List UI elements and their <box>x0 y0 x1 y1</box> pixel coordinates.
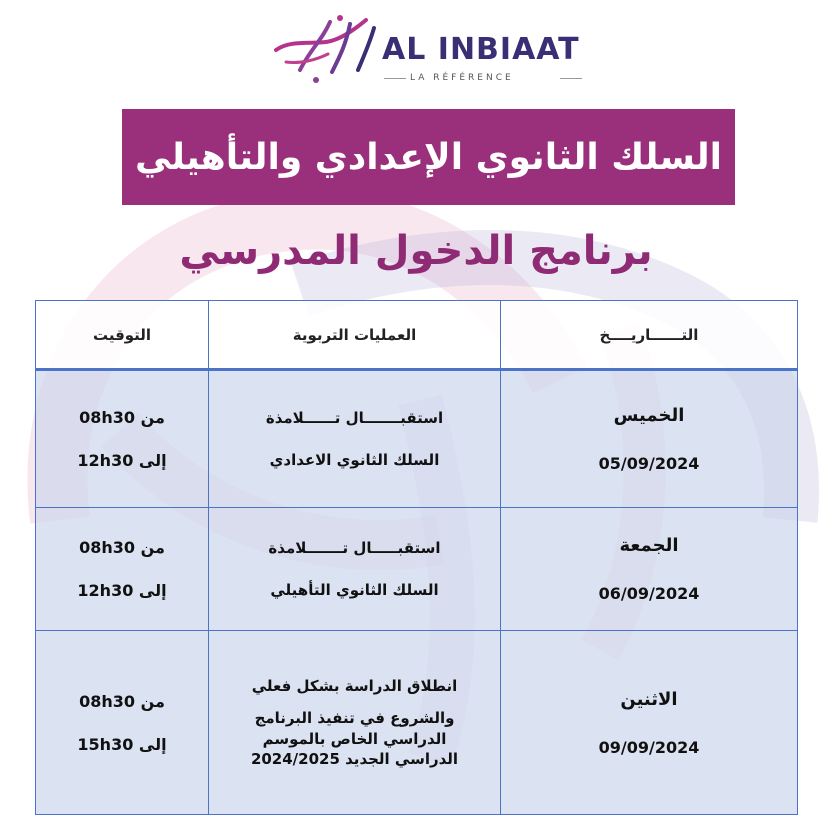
schedule-table <box>35 300 798 815</box>
table-header-row <box>36 301 798 370</box>
time-to: إلى 12h30 <box>77 581 167 600</box>
table-row <box>36 370 798 508</box>
date-value: 09/09/2024 <box>598 737 700 757</box>
time-from: من 08h30 <box>79 691 165 711</box>
table-row <box>36 508 798 631</box>
brand-tagline: LA RÉFÉRENCE <box>410 73 514 83</box>
day-name: الجمعة <box>619 535 679 556</box>
operation-line: استقبـــــــال تــــــلامذة <box>265 408 444 427</box>
brand-name: AL INBIAAT <box>382 32 580 67</box>
date-cell <box>501 631 798 815</box>
date-value: 06/09/2024 <box>598 584 700 603</box>
time-cell <box>36 631 209 815</box>
time-cell <box>36 508 209 631</box>
tagline-left-rule <box>384 78 406 79</box>
header-date: التــــــاريــــخ <box>501 301 798 370</box>
operation-line: السلك الثانوي الاعدادي <box>269 451 440 469</box>
header-time: التوقيت <box>36 301 209 370</box>
date-cell <box>501 370 798 508</box>
header-operations: العمليات التربوية <box>209 301 501 370</box>
operation-line: استقبـــــال تـــــــلامذة <box>268 538 441 557</box>
day-name: الخميس <box>613 405 685 426</box>
time-cell <box>36 370 209 508</box>
time-to: إلى 15h30 <box>77 734 167 754</box>
brand-calligraphy-icon <box>270 10 382 86</box>
table-row <box>36 631 798 815</box>
title-banner <box>122 109 735 205</box>
date-cell <box>501 508 798 631</box>
operation-line: السلك الثانوي التأهيلي <box>270 581 439 599</box>
tagline-right-rule <box>560 78 582 79</box>
operation-line: الدراسي الخاص بالموسم <box>262 729 447 748</box>
page-subtitle: برنامج الدخول المدرسي <box>179 228 653 274</box>
operation-line: الدراسي الجديد 2024/2025 <box>250 749 459 768</box>
operations-cell <box>209 508 501 631</box>
time-from: من 08h30 <box>79 408 165 427</box>
time-to: إلى 12h30 <box>77 451 167 470</box>
operations-cell <box>209 370 501 508</box>
operation-line: انطلاق الدراسة بشكل فعلي <box>251 677 458 695</box>
date-value: 05/09/2024 <box>598 454 700 473</box>
operation-line: والشروع في تنفيذ البرنامج <box>254 709 455 728</box>
time-from: من 08h30 <box>79 538 165 557</box>
banner-title: السلك الثانوي الإعدادي والتأهيلي <box>134 136 723 178</box>
day-name: الاثنين <box>620 688 678 710</box>
brand-logo <box>270 10 590 90</box>
operations-cell <box>209 631 501 815</box>
